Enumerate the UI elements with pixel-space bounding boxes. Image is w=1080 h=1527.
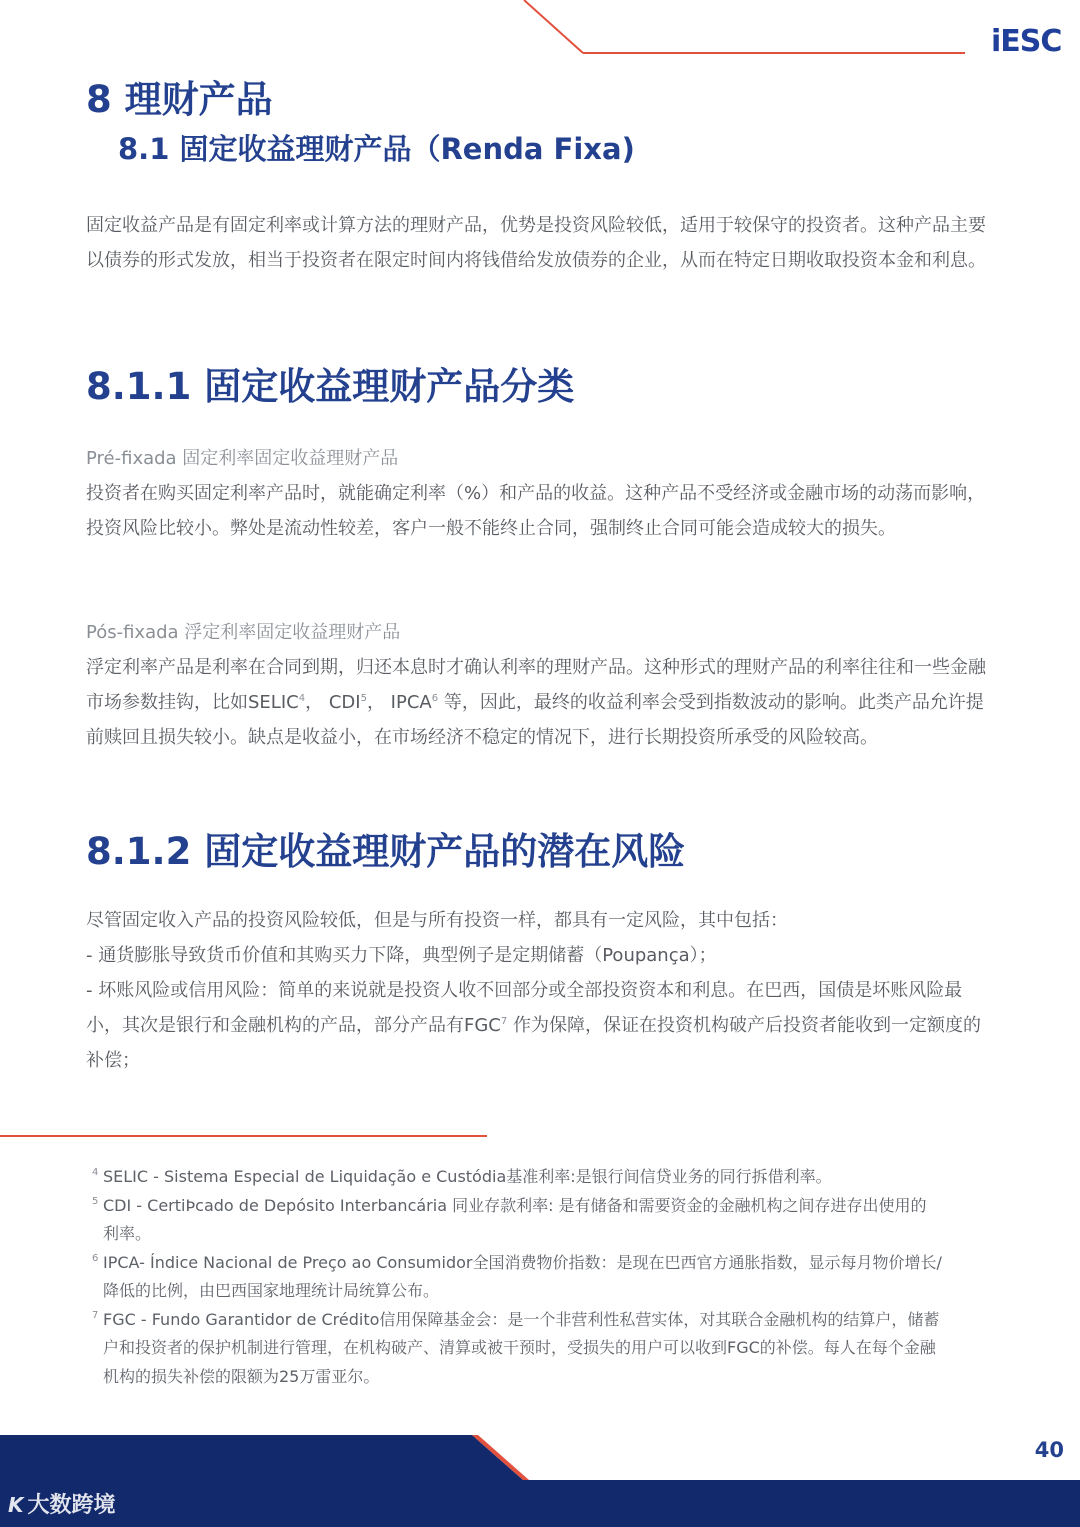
section-title: 8 理财产品 — [86, 78, 273, 121]
intro-paragraph — [86, 208, 998, 278]
risks-heading: 8.1.2 固定收益理财产品的潜在风险 — [86, 830, 686, 873]
section-subtitle: 8.1 固定收益理财产品（Renda Fixa) — [118, 132, 635, 166]
footnote-item: 6 IPCA- Índice Nacional de Preço ao Consumidor全国消费物价指数：是现在巴西官方通胀指数，显示每月物价增长/降低的比例，由巴西国家地理统计局统算公布。 — [92, 1252, 942, 1300]
watermark — [8, 1490, 116, 1521]
page-number: 40 — [1034, 1438, 1064, 1462]
footnote-item: 7 FGC - Fundo Garantidor de Crédito信用保障基金会：是一个非营利性私营实体，对其联合金融机构的结算户，储蓄户和投资者的保护机制进行管理，在机构破产、清算或被干预时，受损失的用户可以收到FGC的补偿。每人在每个金融机构的损失补偿的限额为25万雷亚尔。 — [92, 1309, 940, 1386]
footnotes — [92, 1163, 942, 1391]
risk-item-inflation: - 通货膨胀导致货币价值和其购买力下降，典型例子是定期储蓄（Poupança）； — [86, 945, 717, 966]
watermark-text: 大数跨境 — [27, 1493, 116, 1518]
pos-fixada-text: 浮定利率产品是利率在合同到期，归还本息时才确认利率的理财产品。这种形式的理财产品的利率往往和一些金融市场参数挂钩，比如SELIC$^4$， CDI$^5$， IPCA$^6$ 等，因此，最终的收益利率会受到指数波动的影响。此类产品允许提前赎回且损失较小。缺点是收益小，在市场经济不稳定的情况下，进行长期投资所承受的风险较高。 — [86, 657, 986, 748]
risk-item-credit: - 坏账风险或信用风险：简单的来说就是投资人收不回部分或全部投资资本和利息。在巴西，国债是坏账风险最小，其次是银行和金融机构的产品，部分产品有FGC$^7$ 作为保障，保证在投资机构破产后投资者能收到一定额度的补偿； — [86, 980, 981, 1071]
footnote-ref-6: 6 — [431, 693, 439, 704]
risks-block — [86, 903, 998, 1078]
footnote-divider — [0, 1135, 487, 1137]
pre-fixada-text: 投资者在购买固定利率产品时，就能确定利率（%）和产品的收益。这种产品不受经济或金融市场的动荡而影响，投资风险比较小。弊处是流动性较差，客户一般不能终止合同，强制终止合同可能会造成较大的损失。 — [86, 483, 986, 539]
pre-fixada-label: Pré-fixada 固定利率固定收益理财产品 — [86, 448, 399, 469]
footnote-item: 4 SELIC - Sistema Especial de Liquidação e Custódia基准利率:是银行间信贷业务的同行拆借利率。 — [92, 1167, 832, 1186]
footnote-ref-4: 4 — [298, 693, 306, 704]
intro-text: 固定收益产品是有固定利率或计算方法的理财产品，优势是投资风险较低，适用于较保守的投资者。这种产品主要以债券的形式发放，相当于投资者在限定时间内将钱借给发放债券的企业，从而在特定日期收取投资本金和利息。 — [86, 215, 986, 271]
footer-band — [0, 1430, 1080, 1527]
footnote-ref-5: 5 — [360, 693, 367, 704]
classification-heading: 8.1.1 固定收益理财产品分类 — [86, 365, 575, 408]
watermark-icon: K — [8, 1493, 24, 1517]
footnote-item: 5 CDI - CertiÞcado de Depósito Interbancária 同业存款利率: 是有储备和需要资金的金融机构之间存进存出使用的利率。 — [92, 1195, 927, 1243]
header-decoration — [0, 0, 1080, 70]
pre-fixada-block — [86, 441, 998, 546]
risks-intro: 尽管固定收入产品的投资风险较低，但是与所有投资一样，都具有一定风险，其中包括： — [86, 910, 788, 931]
footnote-ref-7: 7 — [500, 1016, 508, 1027]
brand-logo: iESC — [991, 24, 1062, 59]
pos-fixada-label: Pós-fixada 浮定利率固定收益理财产品 — [86, 622, 401, 643]
pos-fixada-block — [86, 615, 998, 755]
